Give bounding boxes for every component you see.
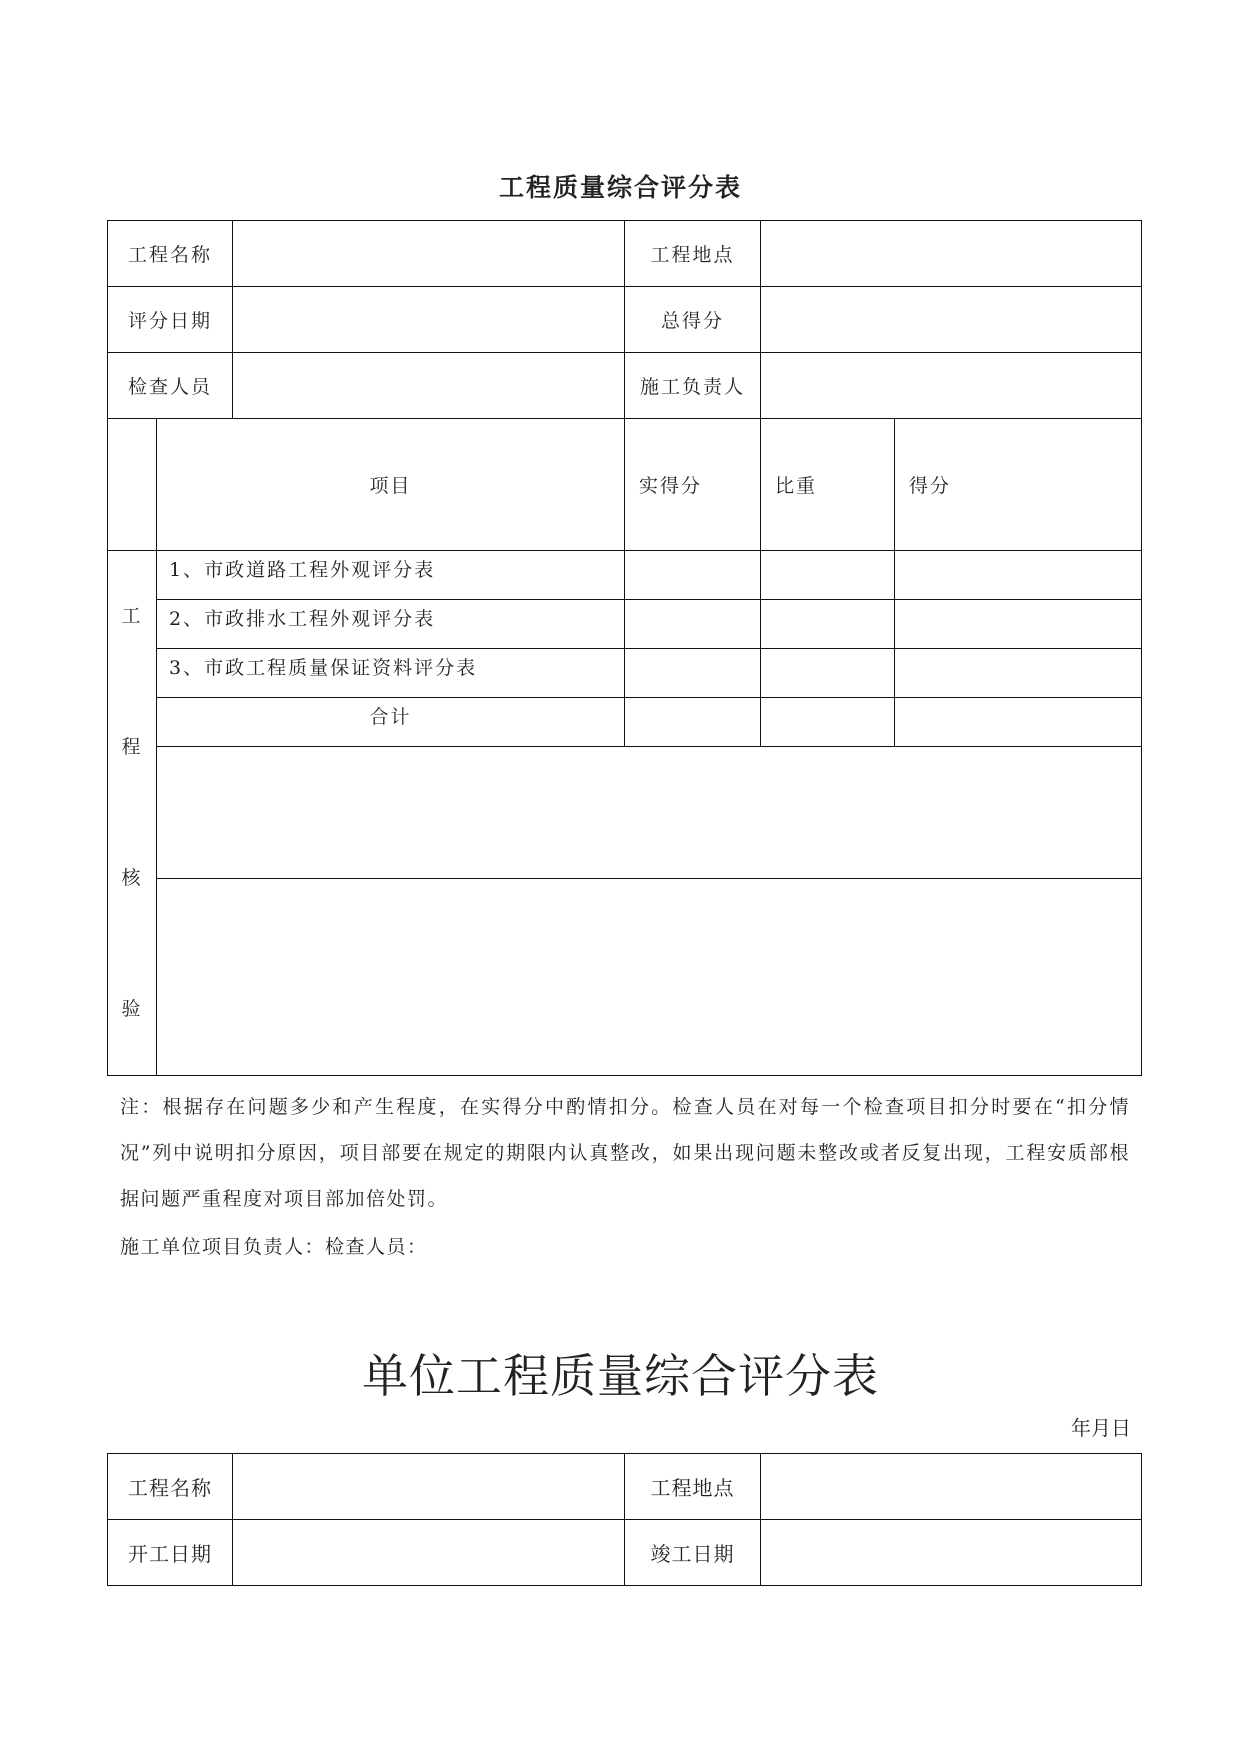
project-name-label: 工程名称 xyxy=(108,221,233,287)
side-char: 验 xyxy=(121,998,143,1020)
total-score-label: 总得分 xyxy=(625,287,761,353)
score-table xyxy=(107,220,1142,1076)
actual-score-cell[interactable] xyxy=(625,600,761,649)
project-location-label: 工程地点 xyxy=(625,221,761,287)
weight-cell[interactable] xyxy=(761,649,895,698)
date-label: 年月日 xyxy=(1071,1416,1131,1440)
weight-cell[interactable] xyxy=(761,551,895,600)
item-header: 项目 xyxy=(157,419,625,551)
side-char: 工 xyxy=(121,605,143,627)
score-header: 得分 xyxy=(895,419,1142,551)
unit-project-name-field[interactable] xyxy=(233,1454,625,1520)
note-paragraph: 注：根据存在问题多少和产生程度，在实得分中酌情扣分。检查人员在对每一个检查项目扣分时要在“扣分情况”列中说明扣分原因，项目部要在规定的期限内认真整改，如果出现问题未整改或者反复出现，工程安质部根据问题严重程度对项目部加倍处罚。 xyxy=(120,1096,1130,1210)
engineering-verification-side-label xyxy=(108,551,157,1076)
completion-date-field[interactable] xyxy=(761,1520,1142,1586)
actual-score-header: 实得分 xyxy=(625,419,761,551)
unit-project-location-field[interactable] xyxy=(761,1454,1142,1520)
score-cell[interactable] xyxy=(895,600,1142,649)
project-location-field[interactable] xyxy=(761,221,1142,287)
score-date-label: 评分日期 xyxy=(108,287,233,353)
project-name-field[interactable] xyxy=(233,221,625,287)
start-date-field[interactable] xyxy=(233,1520,625,1586)
total-weight-cell[interactable] xyxy=(761,698,895,747)
inspector-label: 检查人员 xyxy=(108,353,233,419)
total-score-cell[interactable] xyxy=(895,698,1142,747)
actual-score-cell[interactable] xyxy=(625,649,761,698)
completion-date-label: 竣工日期 xyxy=(625,1520,761,1586)
side-char: 核 xyxy=(121,867,143,889)
side-char: 程 xyxy=(121,736,143,758)
construction-lead-field[interactable] xyxy=(761,353,1142,419)
remarks-area-2[interactable] xyxy=(157,879,1142,1076)
table-row-label: 3、市政工程质量保证资料评分表 xyxy=(157,649,625,698)
weight-header: 比重 xyxy=(761,419,895,551)
table-row-label: 2、市政排水工程外观评分表 xyxy=(157,600,625,649)
unit-project-name-label: 工程名称 xyxy=(108,1454,233,1520)
start-date-label: 开工日期 xyxy=(108,1520,233,1586)
actual-score-cell[interactable] xyxy=(625,551,761,600)
header-blank-cell xyxy=(108,419,157,551)
score-cell[interactable] xyxy=(895,649,1142,698)
score-date-field[interactable] xyxy=(233,287,625,353)
total-actual-score-cell[interactable] xyxy=(625,698,761,747)
unit-project-location-label: 工程地点 xyxy=(625,1454,761,1520)
unit-info-table xyxy=(107,1453,1142,1586)
total-score-field[interactable] xyxy=(761,287,1142,353)
construction-lead-label: 施工负责人 xyxy=(625,353,761,419)
remarks-area-1[interactable] xyxy=(157,747,1142,879)
signature-line: 施工单位项目负责人：检查人员： xyxy=(120,1236,428,1258)
table-row-label: 1、市政道路工程外观评分表 xyxy=(157,551,625,600)
form-title: 工程质量综合评分表 xyxy=(498,173,742,202)
score-cell[interactable] xyxy=(895,551,1142,600)
weight-cell[interactable] xyxy=(761,600,895,649)
unit-form-title: 单位工程质量综合评分表 xyxy=(362,1349,879,1403)
inspector-field[interactable] xyxy=(233,353,625,419)
total-row-label: 合计 xyxy=(157,698,625,747)
